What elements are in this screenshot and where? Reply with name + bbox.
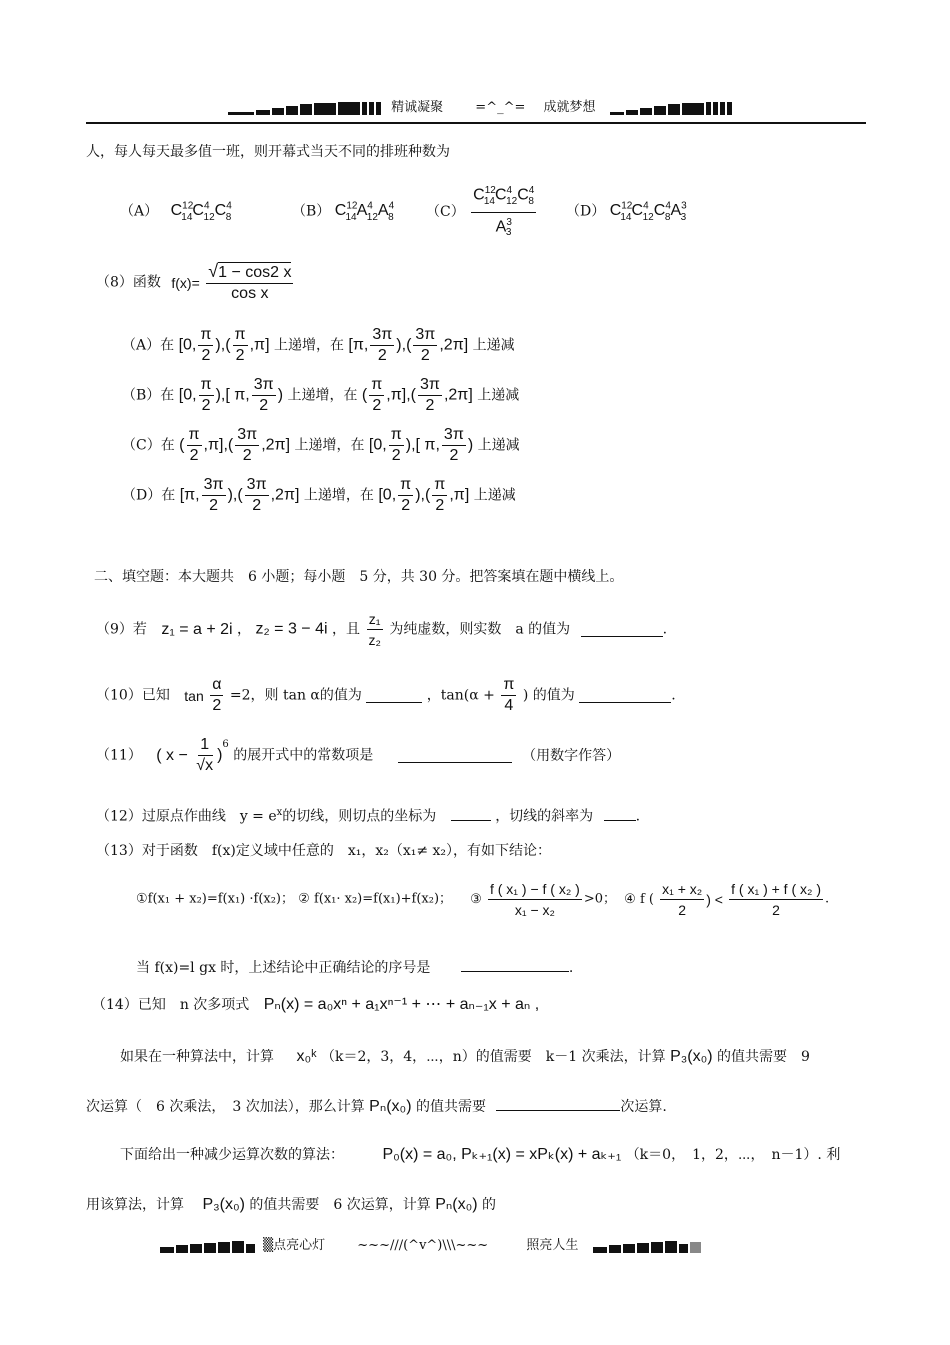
q14-p2-e: 的值共需要 9 [717,1049,810,1065]
q7-c-frac: $\frac{C^{12}_{14}C^4_{12}C^4_8}{A^3_3}$ [471,182,536,242]
q8-b-label: （B）在 [122,387,175,404]
q8-a-f1: $\frac{\pi}{2}$ [200,326,212,364]
q7-c-label: （C） [426,204,465,221]
q11-tail: （用数字作答） [522,747,621,764]
q8-b-f4: $\frac{3\pi}{2}$ [420,376,440,414]
q7-option-d [566,198,686,227]
q13-answer-blank[interactable] [461,957,569,972]
q8-b-dec: 上递减 [477,387,520,404]
q11-answer-blank[interactable] [398,748,512,763]
q10-tan: tan [184,687,204,704]
q7-text: 人，每人每天最多值一班，则开幕式当天不同的排班种数为 [86,144,450,160]
q8-c-dec: 上递减 [477,437,520,454]
q12-sup: x [276,807,283,818]
q10-tail: ) 的值为 [522,687,575,704]
q14-p4-b: P₀(x) = a₀, Pₖ₊₁(x) = xPₖ(x) + aₖ₊₁ [382,1146,622,1163]
q10-eq: =2，则 tan α的值为 [229,687,362,704]
q11-label: （11） [96,747,142,764]
q13-c4-mid: ) < [706,891,723,908]
q8-b-f1: $\frac{\pi}{2}$ [200,376,212,414]
q11-text: 的展开式中的常数项是 [233,747,374,764]
q14-p4 [120,1146,840,1164]
q12-text: （12）过原点作曲线 y = e [96,808,277,825]
header-right-bars [610,101,732,115]
q12: （12）过原点作曲线 $y = e^x$的切线，则切点的坐标为 ，切线的斜率为 . [96,807,641,825]
q7-b-expr: $C^{12}_{14}A^4_{12}A^4_8$ [334,201,395,223]
footer-right-text: 照亮人生 [526,1238,579,1253]
q8-c-f1: $\frac{\pi}{2}$ [188,426,200,464]
q7-a-label: （A） [120,203,159,220]
q13-ask-text: 当 f(x)=l gx 时，上述结论中正确结论的序号是 [136,960,431,976]
q9-label: （9）若 [96,621,147,638]
q10-pi-frac: $\frac{\pi}{4}$ [503,676,515,714]
q8-c-f4: $\frac{3\pi}{2}$ [443,426,464,464]
q14-label: （14）已知 n 次多项式 [92,997,250,1013]
footer-right-squares [593,1239,701,1253]
q14-p2-a: 如果在一种算法中，计算 [120,1049,274,1065]
header-left-bars [228,101,381,115]
q12-blank-2[interactable] [604,806,636,821]
q7-d-expr: $C^{12}_{14}C^4_{12}C^4_8A^3_3$ [609,201,687,223]
q7-b-label: （B） [292,203,331,220]
q8-c-label: （C）在 [122,437,175,454]
q13-c3-tail: >0； [583,891,617,907]
q9: （9）若 z₁ = a + 2i ， z₂ = 3 − 4i ，且 $\frac{\text{z₁}}{\text{z₂}}$ 为纯虚数，则实数 a 的值为 . [96,611,668,648]
q8-den: cos x [231,285,269,302]
q14-p5-b: P₃(x₀) [202,1196,245,1213]
q10-frac: $\frac{\alpha}{2}$ [212,676,222,714]
page-footer [160,1237,701,1255]
header-left-text: 精诚凝聚 [391,100,444,115]
q13-c4-frac2: $\frac{\text{f ( x₁ ) + f ( x₂ )}}{2}$ [731,881,822,918]
q8-a-inc: 上递增，在 [273,337,344,354]
q8-label: （8）函数 [96,274,161,291]
header-rule [86,122,866,124]
q14-p3-c: 的值共需要 [415,1099,486,1115]
q14-p5-d: Pₙ(x₀) [435,1196,478,1213]
q9-text: 为纯虚数，则实数 a 的值为 [389,621,571,638]
q8-frac: $\frac{√1 - \cos 2 x}{\text{cos x}}$ [208,261,292,302]
q11-frac: $\frac{1}{√x}$ [196,736,214,774]
q14-p2-d: P₃(x₀) [670,1048,713,1065]
q10-label: （10）已知 [96,687,170,704]
q8-b-inc: 上递增，在 [287,387,358,404]
q9-z1: z₁ = a + 2i [161,620,233,638]
header-emoticon: =^_^= [475,100,526,115]
footer-left-squares [160,1239,255,1253]
q8-d-f2: $\frac{3\pi}{2}$ [246,476,267,514]
page-header [228,99,732,117]
q11-exp: 6 [222,739,229,750]
q8-c-f3: $\frac{\pi}{2}$ [390,426,402,464]
q13-ask: 当 f(x)=l gx 时，上述结论中正确结论的序号是 . [136,957,573,977]
q7-a-expr: $C^{12}_{14}C^4_{12}C^4_8$ [170,201,232,223]
q14-p3-a: 次运算（ 6 次乘法， 3 次加法），那么计算 [86,1099,365,1115]
q12-text3: ，切线的斜率为 [495,808,594,825]
q10-mid: ，tan(α + [426,687,495,704]
q9-answer-blank[interactable] [581,622,663,637]
q14-p4-c: （k＝0， 1，2，⋯， n－1）. 利 [625,1147,841,1163]
q13-c4-frac1: $\frac{\text{x₁ + x₂}}{2}$ [662,881,703,918]
q14-p5 [86,1196,496,1214]
q13-c2: ② f(x₁· x₂)=f(x₁)+f(x₂)； [298,891,453,907]
q14-p3-b: Pₙ(x₀) [369,1098,412,1115]
q8-a-dec: 上递减 [472,337,515,354]
q8-c-f2: $\frac{3\pi}{2}$ [237,426,258,464]
q13-c4-label: ④ f ( [624,891,654,907]
q8-a-label: （A）在 [122,337,175,354]
q8-stem [96,262,295,303]
q10-blank-1[interactable] [366,688,422,703]
q8-d-f3: $\frac{\pi}{2}$ [400,476,412,514]
q8-d-dec: 上递减 [473,487,516,504]
q8-num: 1 − cos2 x [218,264,292,281]
q8-option-d: （D）在 [π, $\frac{3\pi}{2}$ ),( $\frac{3\pi}{2}$ ,2π] 上递增，在 [0, $\frac{\pi}{2}$ ),( $\frac{\pi}{2}$ ,π] 上递减 [122,476,516,514]
q14-p2-b: x₀ᵏ [296,1048,317,1065]
q13-c3-label: ③ [470,891,482,907]
q14-p2-c: （k＝2，3，4，⋯，n）的值需要 k－1 次乘法，计算 [320,1049,666,1065]
q13-conclusions: ①f(x₁ + x₂)=f(x₁) ·f(x₂)； ② f(x₁· x₂)=f(x₁)+f(x₂)； ③ $\frac{\text{f ( x₁ ) − f ( x₂ )}}{\text{x₁ − x₂}}$ >0； ④ f ( $\frac{\text{x₁ + x₂}}{2}$ ) < $\frac{\text{f ( x₁ ) + f ( x₂ )}}{2}$ . [136,881,830,918]
q8-a-f2: $\frac{\pi}{2}$ [234,326,246,364]
header-right-text: 成就梦想 [543,100,596,115]
q8-d-f1: $\frac{3\pi}{2}$ [203,476,224,514]
q7-option-c [426,182,538,242]
q14-p5-c: 的值共需要 6 次运算，计算 [249,1197,431,1213]
q8-c-inc: 上递增，在 [294,437,365,454]
q12-text2: 的切线，则切点的坐标为 [282,808,437,825]
q10-blank-2[interactable] [579,688,671,703]
footer-left-text: ▒点亮心灯 [263,1238,326,1253]
q13-stem: （13）对于函数 f(x)定义域中任意的 x₁，x₂（x₁≠ x₂），有如下结论： [96,843,552,859]
q8-d-f4: $\frac{\pi}{2}$ [434,476,446,514]
q8-option-b: （B）在 [0, $\frac{\pi}{2}$ ),[ π, $\frac{3\pi}{2}$ ) 上递增，在 ( $\frac{\pi}{2}$ ,π],( $\frac{3\pi}{2}$ ,2π] 上递减 [122,376,520,414]
q11: （11） ( x − $\frac{1}{√x}$ )$^6$ 的展开式中的常数项是 （用数字作答） [96,736,621,774]
q14-p2 [120,1048,810,1066]
q14-poly: Pₙ(x) = a₀xⁿ + a₁xⁿ⁻¹ + ⋯ + aₙ₋₁x + aₙ , [263,996,540,1013]
q14-answer-blank[interactable] [496,1096,620,1111]
q8-option-a: （A）在 [0, $\frac{\pi}{2}$ ),( $\frac{\pi}{2}$ ,π] 上递增，在 [π, $\frac{3\pi}{2}$ ),( $\frac{3\pi}{2}$ ,2π] 上递减 [122,326,515,364]
q12-blank-1[interactable] [451,806,491,821]
q13-c3-frac: $\frac{\text{f ( x₁ ) − f ( x₂ )}}{\text{x₁ − x₂}}$ [489,881,580,918]
q14-p3 [86,1096,667,1116]
q7-d-label: （D） [566,203,606,220]
q14-p5-e: 的 [482,1197,496,1213]
q8-d-label: （D）在 [122,487,176,504]
q8-func: f(x)= [171,274,200,291]
q7-option-b [292,198,394,227]
q13-c1: ①f(x₁ + x₂)=f(x₁) ·f(x₂)； [136,891,295,907]
q14-p4-a: 下面给出一种减少运算次数的算法： [120,1147,344,1163]
q14-stem [92,996,539,1014]
q8-a-f4: $\frac{3\pi}{2}$ [415,326,436,364]
q8-d-inc: 上递增，在 [303,487,374,504]
q14-p5-a: 用该算法，计算 [86,1197,184,1213]
q9-qie: ，且 [331,621,360,638]
q14-p3-d: 次运算. [620,1099,667,1115]
footer-emoticon: ~~~///(^v^)\\\~~~ [357,1238,489,1253]
q8-a-m1: [0, [178,336,197,354]
section2-title: 二、填空题：本大题共 6 小题；每小题 5 分，共 30 分。把答案填在题中横线上。 [94,569,624,585]
q11-expr-left: ( x − [156,746,188,764]
q7-option-a [120,198,231,227]
q8-b-f2: $\frac{3\pi}{2}$ [253,376,274,414]
q9-z2: z₂ = 3 − 4i [255,620,328,638]
q9-frac: $\frac{\text{z₁}}{\text{z₂}}$ [368,611,381,648]
q8-a-f3: $\frac{3\pi}{2}$ [372,326,393,364]
q10: （10）已知 tan $\frac{\alpha}{2}$ =2，则 tan α的值为 ，tan(α + $\frac{\pi}{4}$ ) 的值为 . [96,676,676,714]
q8-option-c: （C）在 ( $\frac{\pi}{2}$ ,π],( $\frac{3\pi}{2}$ ,2π] 上递增，在 [0, $\frac{\pi}{2}$ ),[ π, $\frac{3\pi}{2}$ ) 上递减 [122,426,520,464]
q8-b-f3: $\frac{\pi}{2}$ [371,376,383,414]
